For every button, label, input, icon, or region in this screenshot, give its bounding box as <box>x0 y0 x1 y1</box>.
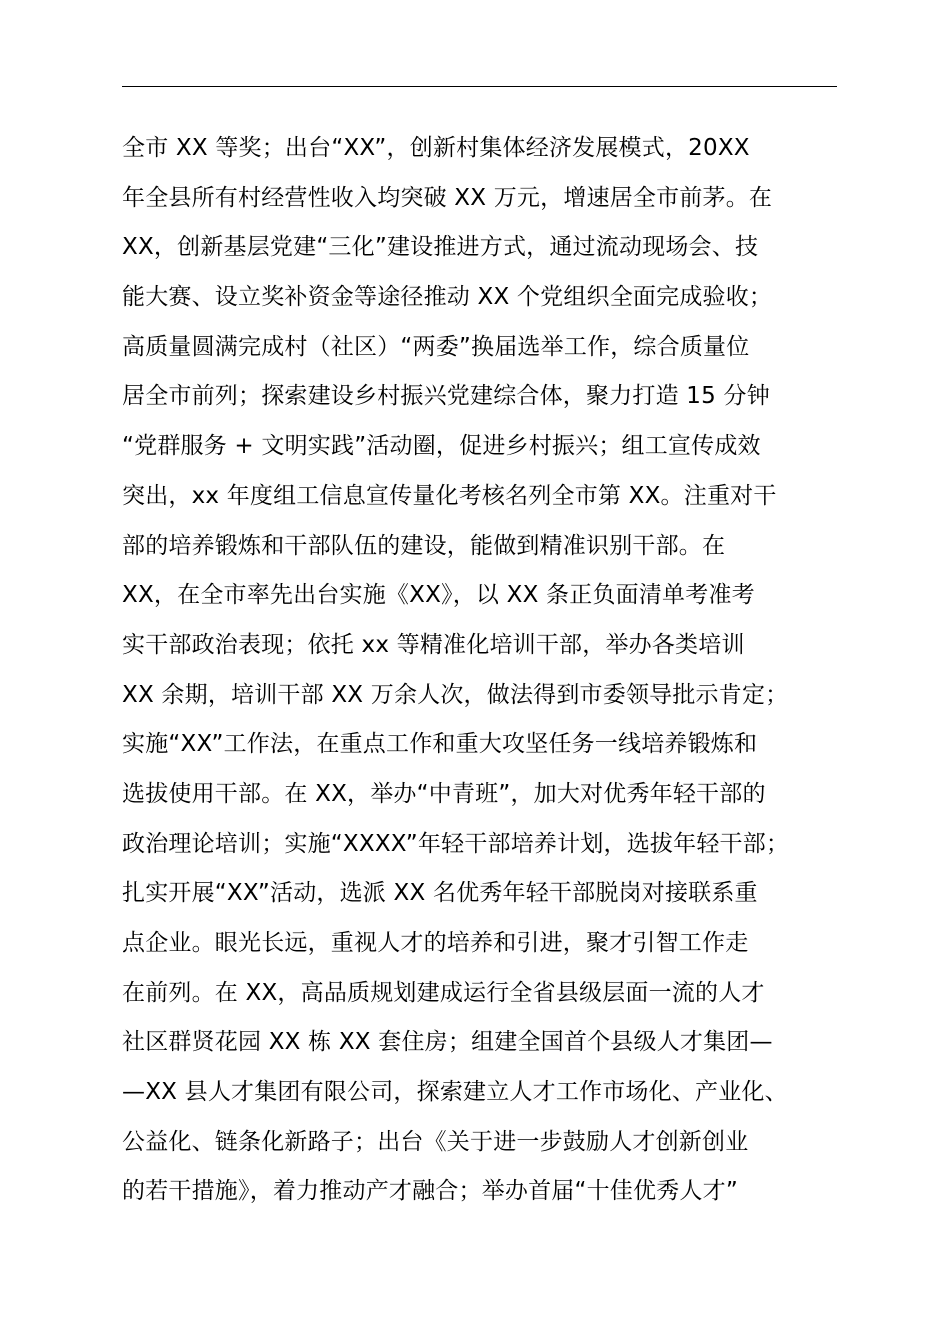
text-line: “党群服务 + 文明实践”活动圈，促进乡村振兴；组工宣传成效 <box>122 433 761 460</box>
header-rule <box>122 86 837 87</box>
text-line: XX 余期，培训干部 XX 万余人次，做法得到市委领导批示肯定； <box>122 681 789 708</box>
text-line: 实施“XX”工作法，在重点工作和重大攻坚任务一线培养锻炼和 <box>122 731 758 758</box>
text-line: 扎实开展“XX”活动，选派 XX 名优秀年轻干部脱岗对接联系重 <box>122 880 758 907</box>
text-line: 年全县所有村经营性收入均突破 XX 万元，增速居全市前茅。在 <box>122 184 773 211</box>
text-line: —XX 县人才集团有限公司，探索建立人才工作市场化、产业化、 <box>122 1079 788 1106</box>
text-line: 的若干措施》，着力推动产才融合；举办首届“十佳优秀人才” <box>122 1178 738 1205</box>
text-line: 公益化、链条化新路子；出台《关于进一步鼓励人才创新创业 <box>122 1128 749 1155</box>
text-line: 全市 XX 等奖；出台“XX”，创新村集体经济发展模式，20XX <box>122 135 750 161</box>
text-line: 实干部政治表现；依托 xx 等精准化培训干部，举办各类培训 <box>122 631 745 658</box>
text-line: XX，在全市率先出台实施《XX》，以 XX 条正负面清单考准考 <box>122 582 755 609</box>
text-line: XX，创新基层党建“三化”建设推进方式，通过流动现场会、技 <box>122 234 759 261</box>
text-line: 高质量圆满完成村（社区）“两委”换届选举工作，综合质量位 <box>122 333 750 360</box>
text-line: 选拔使用干部。在 XX，举办“中青班”，加大对优秀年轻干部的 <box>122 780 766 807</box>
text-line: 部的培养锻炼和干部队伍的建设，能做到精准识别干部。在 <box>122 532 726 559</box>
text-line: 社区群贤花园 XX 栋 XX 套住房；组建全国首个县级人才集团— <box>122 1029 773 1056</box>
body-paragraph <box>122 124 882 1217</box>
text-line: 能大赛、设立奖补资金等途径推动 XX 个党组织全面完成验收； <box>122 284 773 311</box>
text-line: 政治理论培训；实施“XXXX”年轻干部培养计划，选拔年轻干部； <box>122 830 790 857</box>
text-line: 点企业。眼光长远，重视人才的培养和引进，聚才引智工作走 <box>122 930 749 956</box>
text-line: 突出，xx 年度组工信息宣传量化考核名列全市第 XX。注重对干 <box>122 482 777 509</box>
text-line: 居全市前列；探索建设乡村振兴党建综合体，聚力打造 15 分钟 <box>122 383 770 410</box>
text-line: 在前列。在 XX，高品质规划建成运行全省县级层面一流的人才 <box>122 979 765 1006</box>
